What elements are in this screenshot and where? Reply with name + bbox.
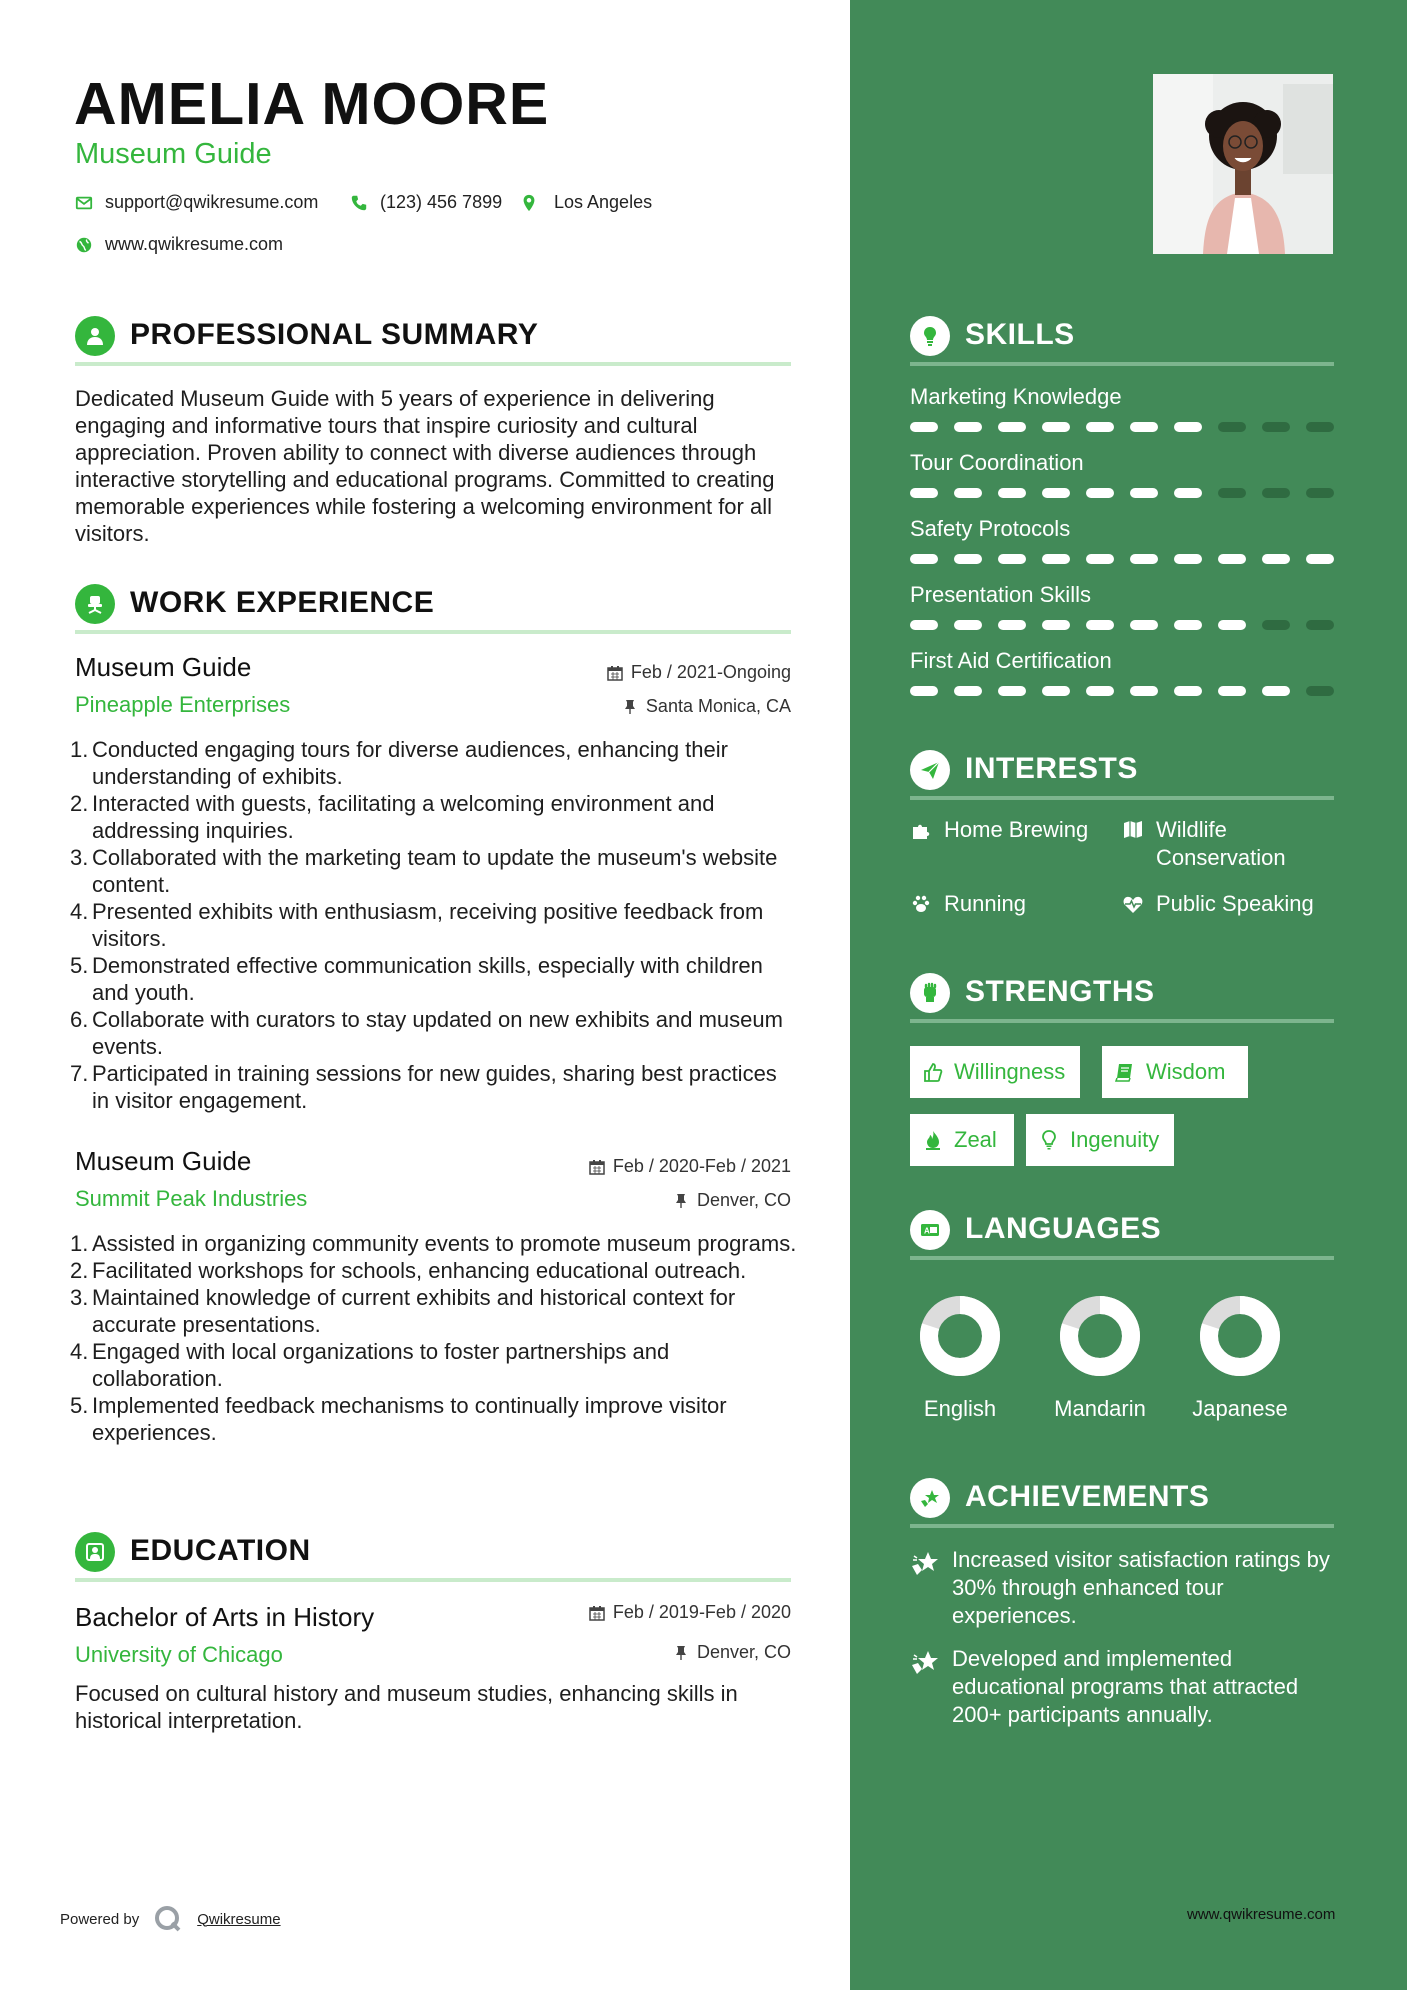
email-text: support@qwikresume.com xyxy=(105,192,319,212)
skill-level-segment xyxy=(1174,686,1202,696)
list-item: 2. Facilitated workshops for schools, enhancing educational outreach. xyxy=(70,1258,747,1283)
lightbulb-icon xyxy=(1038,1129,1060,1151)
pushpin-icon xyxy=(673,1193,689,1209)
strength-tag: Wisdom xyxy=(1102,1046,1248,1098)
skill-level-segment xyxy=(910,422,938,432)
skill-row xyxy=(910,582,1334,630)
book-icon xyxy=(1114,1061,1136,1083)
skill-level-segment xyxy=(954,488,982,498)
job-bullets xyxy=(70,736,800,1114)
phone-text: (123) 456 7899 xyxy=(380,192,503,212)
skill-level-bar xyxy=(910,686,1334,696)
list-item: 7. Participated in training sessions for new guides, sharing best practices in visitor engagement. xyxy=(70,1061,777,1113)
company-name: Pineapple Enterprises xyxy=(75,692,291,717)
fist-icon xyxy=(910,973,950,1013)
office-chair-icon xyxy=(75,584,115,624)
skill-level-segment xyxy=(910,620,938,630)
calendar-icon xyxy=(607,665,623,681)
skill-level-segment xyxy=(1130,620,1158,630)
skill-level-segment xyxy=(1130,554,1158,564)
skill-level-segment xyxy=(1174,554,1202,564)
star-hand-icon xyxy=(910,1548,940,1578)
skill-level-segment xyxy=(954,620,982,630)
skill-row xyxy=(910,648,1334,696)
experience-header xyxy=(75,578,791,634)
languages-title: LANGUAGES xyxy=(965,1212,1162,1245)
language-item xyxy=(900,1294,1020,1422)
strengths-header xyxy=(910,967,1334,1023)
list-item: 1. Assisted in organizing community events to promote museum programs. xyxy=(70,1231,797,1256)
contact-location xyxy=(520,192,652,213)
list-item: 3. Maintained knowledge of current exhibits and historical context for accurate presentations. xyxy=(70,1285,736,1337)
qwikresume-logo xyxy=(153,1904,183,1934)
education-location-text: Denver, CO xyxy=(696,1642,791,1662)
skill-level-segment xyxy=(1042,422,1070,432)
language-level-ring xyxy=(918,1294,1002,1378)
contact-phone[interactable] xyxy=(350,192,502,213)
skill-level-segment xyxy=(1086,686,1114,696)
education-description: Focused on cultural history and museum studies, enhancing skills in historical interpretation. xyxy=(75,1681,738,1733)
achievements-header xyxy=(910,1472,1334,1528)
location-text: Los Angeles xyxy=(554,192,653,212)
skill-level-segment xyxy=(1174,620,1202,630)
skill-level-segment xyxy=(1174,488,1202,498)
skill-level-segment xyxy=(1306,686,1334,696)
skill-level-segment xyxy=(910,686,938,696)
powered-by-label: Powered by xyxy=(60,1910,140,1928)
skill-name: Tour Coordination xyxy=(910,450,1084,475)
calendar-icon xyxy=(589,1159,605,1175)
list-item: 2. Interacted with guests, facilitating a welcoming environment and addressing inquiries. xyxy=(70,791,715,843)
skill-level-segment xyxy=(1218,686,1246,696)
contact-email[interactable] xyxy=(75,192,318,213)
achievements-title: ACHIEVEMENTS xyxy=(965,1480,1210,1513)
education-title: EDUCATION xyxy=(130,1534,311,1567)
candidate-name: AMELIA MOORE xyxy=(74,71,550,137)
phone-icon xyxy=(350,194,368,212)
summary-header xyxy=(75,310,791,366)
job-location-text: Santa Monica, CA xyxy=(645,696,791,716)
job-dates-text: Feb / 2020-Feb / 2021 xyxy=(612,1156,791,1176)
skill-level-segment xyxy=(1086,554,1114,564)
experience-title: WORK EXPERIENCE xyxy=(130,586,435,619)
achievement-item: Increased visitor satisfaction ratings by 30% through enhanced tour experiences. xyxy=(910,1546,1340,1630)
language-item xyxy=(1180,1294,1300,1422)
strengths-title: STRENGTHS xyxy=(965,975,1155,1008)
languages-header xyxy=(910,1204,1334,1260)
contact-website[interactable] xyxy=(75,234,283,255)
skill-level-segment xyxy=(1306,422,1334,432)
envelope-icon xyxy=(75,194,93,212)
list-item: 6. Collaborate with curators to stay updated on new exhibits and museum events. xyxy=(70,1007,783,1059)
skill-level-segment xyxy=(910,488,938,498)
user-icon xyxy=(75,316,115,356)
skill-level-segment xyxy=(954,686,982,696)
job-location xyxy=(673,1190,791,1211)
job-location xyxy=(622,696,791,717)
star-hand-icon xyxy=(910,1478,950,1518)
thumbs-up-icon xyxy=(922,1061,944,1083)
language-name: Mandarin xyxy=(1054,1396,1146,1421)
skill-level-segment xyxy=(1130,422,1158,432)
graduate-icon xyxy=(75,1532,115,1572)
skill-level-segment xyxy=(1262,488,1290,498)
skill-level-segment xyxy=(1218,488,1246,498)
skill-name: Safety Protocols xyxy=(910,516,1071,541)
language-level-ring xyxy=(1058,1294,1142,1378)
education-dates-text: Feb / 2019-Feb / 2020 xyxy=(612,1602,791,1622)
job-dates xyxy=(607,662,791,683)
skill-level-bar xyxy=(910,620,1334,630)
achievement-item: Developed and implemented educational programs that attracted 200+ participants annually. xyxy=(910,1645,1340,1729)
language-icon xyxy=(910,1210,950,1250)
lightbulb-icon xyxy=(910,316,950,356)
skill-name: Presentation Skills xyxy=(910,582,1091,607)
map-icon xyxy=(1122,819,1144,841)
language-name: Japanese xyxy=(1192,1396,1288,1421)
language-item xyxy=(1040,1294,1160,1422)
skill-level-segment xyxy=(1262,686,1290,696)
fire-icon xyxy=(922,1129,944,1151)
education-location xyxy=(673,1642,791,1663)
skills-header xyxy=(910,310,1334,366)
pushpin-icon xyxy=(673,1645,689,1661)
skill-level-segment xyxy=(1042,488,1070,498)
strength-tag: Willingness xyxy=(910,1046,1080,1098)
summary-text: Dedicated Museum Guide with 5 years of experience in delivering engaging and informative tours that inspire curiosity and cultural appreciation. Proven ability to connect with diverse audiences through interactive storytelling and educational programs. Committed to creating memorable experiences while fostering a welcoming environment for all visitors. xyxy=(75,386,775,546)
skill-level-segment xyxy=(998,554,1026,564)
skill-level-segment xyxy=(1086,488,1114,498)
interest-item: Running xyxy=(910,890,1026,918)
skill-level-segment xyxy=(998,686,1026,696)
skill-level-segment xyxy=(1042,554,1070,564)
skill-level-segment xyxy=(1262,422,1290,432)
skill-level-segment xyxy=(1086,422,1114,432)
interest-item: Public Speaking xyxy=(1122,890,1314,918)
job-bullets xyxy=(70,1230,800,1446)
skill-level-segment xyxy=(1306,554,1334,564)
school-name: University of Chicago xyxy=(75,1642,283,1667)
skill-level-segment xyxy=(1262,554,1290,564)
paw-icon xyxy=(910,893,932,915)
interests-header xyxy=(910,744,1334,800)
powered-by xyxy=(60,1904,281,1934)
skill-level-segment xyxy=(1218,620,1246,630)
list-item: 5. Demonstrated effective communication skills, especially with children and youth. xyxy=(70,953,763,1005)
skill-level-segment xyxy=(1130,488,1158,498)
qwikresume-link[interactable]: Qwikresume xyxy=(197,1910,281,1928)
candidate-role: Museum Guide xyxy=(75,138,272,170)
skills-title: SKILLS xyxy=(965,318,1075,351)
strength-tag: Zeal xyxy=(910,1114,1014,1166)
svg-text:A: A xyxy=(924,1226,930,1236)
education-dates xyxy=(589,1602,791,1623)
profile-photo xyxy=(1153,74,1333,254)
puzzle-icon xyxy=(910,819,932,841)
skill-level-segment xyxy=(998,488,1026,498)
pushpin-icon xyxy=(622,699,638,715)
paper-plane-icon xyxy=(910,750,950,790)
interests-title: INTERESTS xyxy=(965,752,1138,785)
interest-item: Home Brewing xyxy=(910,816,1088,844)
skill-row xyxy=(910,516,1334,564)
skill-name: Marketing Knowledge xyxy=(910,384,1122,409)
skill-level-segment xyxy=(1042,620,1070,630)
list-item: 3. Collaborated with the marketing team to update the museum's website content. xyxy=(70,845,778,897)
sidebar xyxy=(850,0,1407,1990)
website-text: www.qwikresume.com xyxy=(105,234,284,254)
skill-row xyxy=(910,450,1334,498)
degree-title: Bachelor of Arts in History xyxy=(75,1602,375,1632)
language-level-ring xyxy=(1198,1294,1282,1378)
skill-level-segment xyxy=(910,554,938,564)
job-title: Museum Guide xyxy=(75,652,252,682)
skill-level-segment xyxy=(1130,686,1158,696)
list-item: 5. Implemented feedback mechanisms to continually improve visitor experiences. xyxy=(70,1393,727,1445)
skill-level-segment xyxy=(1306,620,1334,630)
skill-row xyxy=(910,384,1334,432)
job-location-text: Denver, CO xyxy=(696,1190,791,1210)
education-header xyxy=(75,1526,791,1582)
skill-level-segment xyxy=(1218,554,1246,564)
job-dates-text: Feb / 2021-Ongoing xyxy=(630,662,791,682)
calendar-icon xyxy=(589,1605,605,1621)
company-name: Summit Peak Industries xyxy=(75,1186,308,1211)
job-dates xyxy=(589,1156,791,1177)
summary-title: PROFESSIONAL SUMMARY xyxy=(130,318,539,351)
language-name: English xyxy=(923,1396,997,1421)
heartbeat-icon xyxy=(1122,893,1144,915)
skill-level-segment xyxy=(998,422,1026,432)
skill-level-segment xyxy=(1042,686,1070,696)
globe-icon xyxy=(75,236,93,254)
skill-level-segment xyxy=(954,554,982,564)
skill-level-segment xyxy=(954,422,982,432)
skill-level-segment xyxy=(1262,620,1290,630)
list-item: 4. Engaged with local organizations to foster partnerships and collaboration. xyxy=(70,1339,670,1391)
list-item: 1. Conducted engaging tours for diverse audiences, enhancing their understanding of exhibits. xyxy=(70,737,728,789)
job-title: Museum Guide xyxy=(75,1146,252,1176)
skill-level-segment xyxy=(1086,620,1114,630)
list-item: 4. Presented exhibits with enthusiasm, receiving positive feedback from visitors. xyxy=(70,899,764,951)
skill-level-bar xyxy=(910,554,1334,564)
footer-website[interactable]: www.qwikresume.com xyxy=(1187,1906,1336,1923)
skill-level-segment xyxy=(1306,488,1334,498)
star-hand-icon xyxy=(910,1647,940,1677)
skill-level-segment xyxy=(1174,422,1202,432)
skill-level-segment xyxy=(1218,422,1246,432)
skill-level-bar xyxy=(910,488,1334,498)
strength-tag: Ingenuity xyxy=(1026,1114,1174,1166)
interest-item: Wildlife Conservation xyxy=(1122,816,1302,872)
map-marker-icon xyxy=(520,194,538,212)
skill-level-segment xyxy=(998,620,1026,630)
skill-level-bar xyxy=(910,422,1334,432)
skill-name: First Aid Certification xyxy=(910,648,1112,673)
